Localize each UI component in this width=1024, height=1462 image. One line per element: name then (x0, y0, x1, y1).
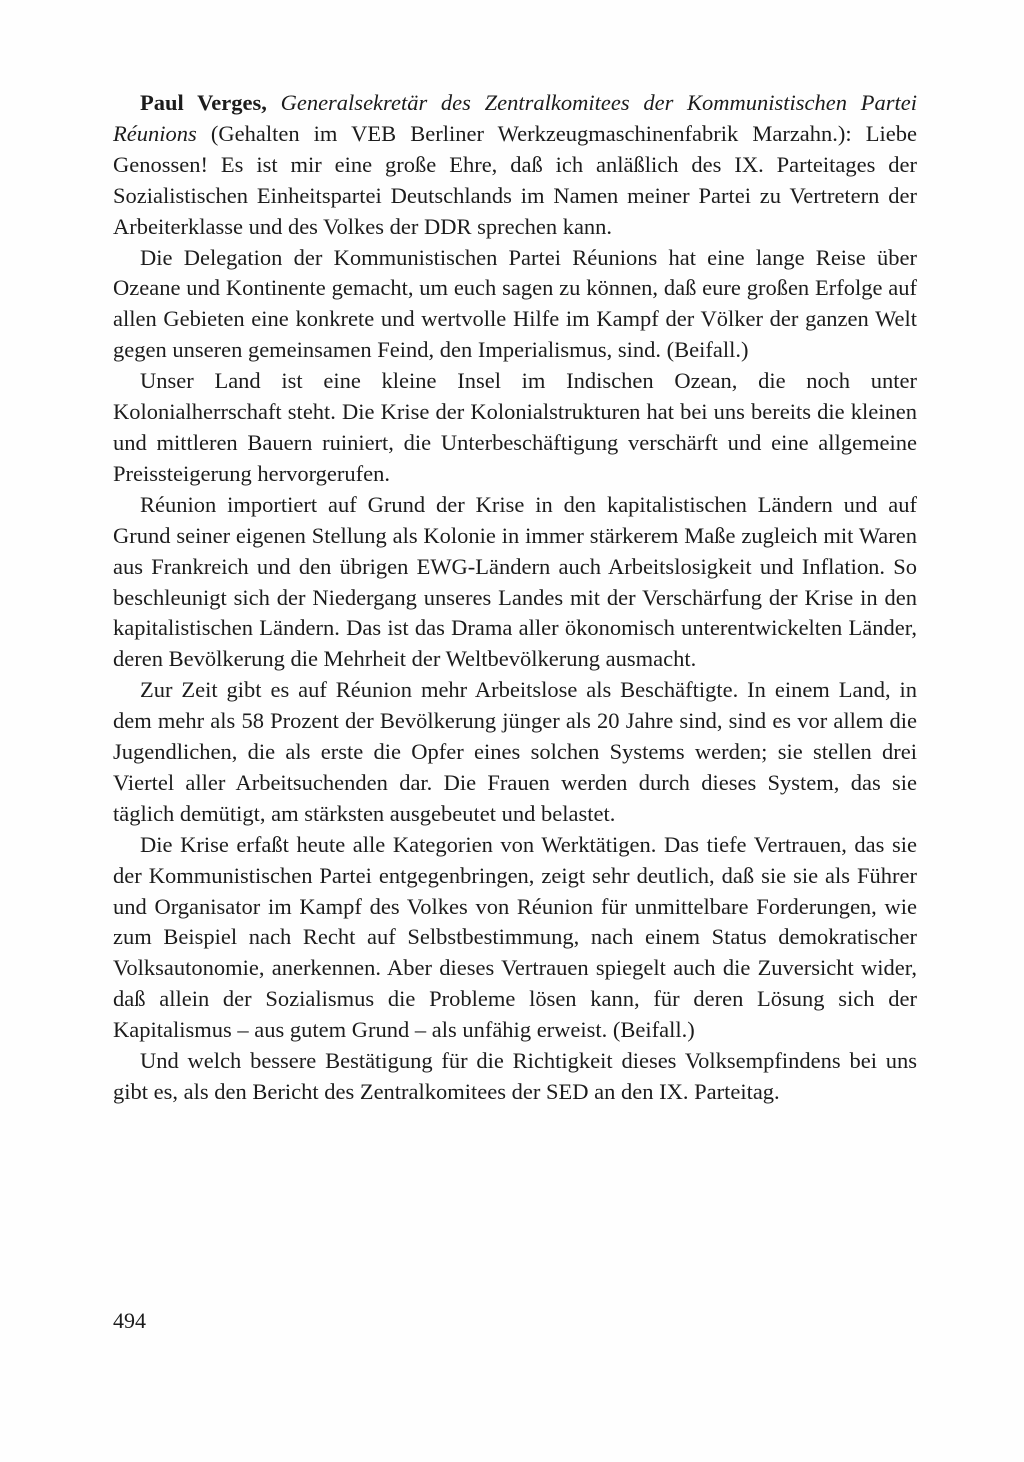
intro-text: (Gehalten im VEB Berliner Werkzeugmaschinenfabrik Marzahn.): Liebe Genossen! Es ist mir eine große Ehre, daß ich anläßlich des IX. Parteitages der Sozialistischen Einheitspartei Deutschlands im Namen meiner Partei zu Vertretern der Arbeiterklasse und des Volkes der DDR sprechen kann. (113, 120, 917, 239)
speaker-name: Paul Verges, (140, 90, 267, 115)
paragraph: Unser Land ist eine kleine Insel im Indischen Ozean, die noch unter Kolonialherrschaft steht. Die Krise der Kolonialstrukturen hat bei uns bereits die kleinen und mittleren Bauern ruiniert, die Unterbeschäftigung verschärft und eine allgemeine Preissteigerung hervorgerufen. (113, 368, 917, 486)
body-text (113, 88, 917, 1108)
paragraph: Und welch bessere Bestätigung für die Richtigkeit dieses Volksempfindens bei uns gibt es, als den Bericht des Zentralkomitees der SED an den IX. Parteitag. (113, 1048, 917, 1104)
paragraph: Réunion importiert auf Grund der Krise in den kapitalistischen Ländern und auf Grund seiner eigenen Stellung als Kolonie in immer stärkerem Maße zugleich mit Waren aus Frankreich und den übrigen EWG-Ländern auch Arbeitslosigkeit und Inflation. So beschleunigt sich der Niedergang unseres Landes mit der Verschärfung der Krise in den kapitalistischen Ländern. Das ist das Drama aller ökonomisch unterentwickelten Länder, deren Bevölkerung die Mehrheit der Weltbevölkerung ausmacht. (113, 491, 917, 672)
speaker-title: Generalsekretär des Zentralkomitees der Kommunistischen Partei Réunions (113, 90, 917, 146)
paragraph: Die Krise erfaßt heute alle Kategorien von Werktätigen. Das tiefe Vertrauen, das sie der Kommunistischen Partei entgegenbringen, zeigt sehr deutlich, daß sie sie als Führer und Organisator im Kampf des Volkes von Réunion für unmittelbare Forderungen, wie zum Beispiel nach Recht auf Selbstbestimmung, nach einem Status demokratischer Volksautonomie, anerkennen. Aber dieses Vertrauen spiegelt auch die Zuversicht wider, daß allein der Sozialismus die Probleme lösen kann, für deren Lösung sich der Kapitalismus – aus gutem Grund – als unfähig erweist. (Beifall.) (113, 831, 917, 1043)
paragraph: Zur Zeit gibt es auf Réunion mehr Arbeitslose als Beschäftigte. In einem Land, in dem mehr als 58 Prozent der Bevölkerung jünger als 20 Jahre sind, sind es vor allem die Jugendlichen, die als erste die Opfer eines solchen Systems werden; sie stellen drei Viertel aller Arbeitsuchenden dar. Die Frauen werden durch dieses System, das sie täglich demütigt, am stärksten ausgebeutet und belastet. (113, 677, 917, 826)
page-number: 494 (113, 1308, 146, 1333)
intro-paragraph (113, 88, 917, 243)
paragraph: Die Delegation der Kommunistischen Partei Réunions hat eine lange Reise über Ozeane und Kontinente gemacht, um euch sagen zu können, daß eure großen Erfolge auf allen Gebieten eine konkrete und wertvolle Hilfe im Kampf der Völker der ganzen Welt gegen unseren gemeinsamen Feind, den Imperialismus, sind. (Beifall.) (113, 244, 917, 363)
